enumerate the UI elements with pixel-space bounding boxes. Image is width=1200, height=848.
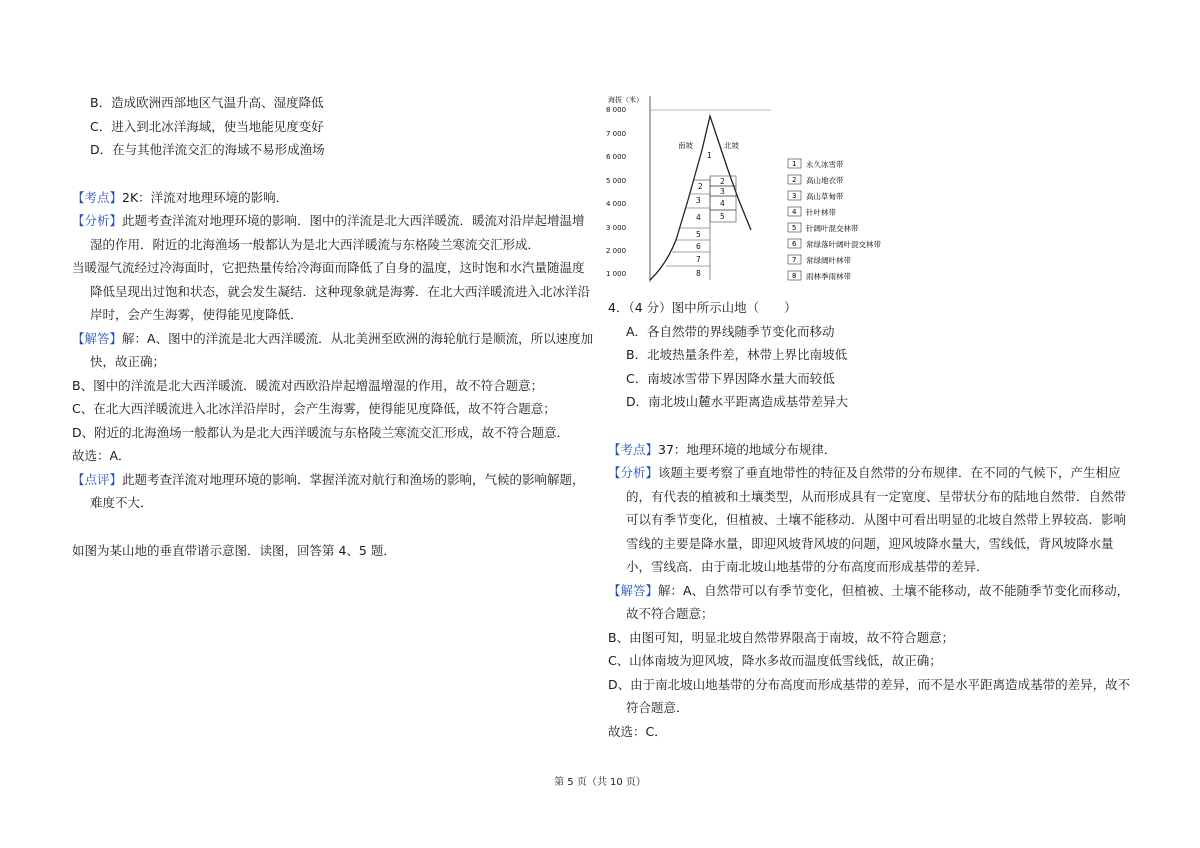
- r-answer-choice: 故选：C．: [608, 723, 667, 739]
- q4-option-a: A．各自然带的界线随季节变化而移动: [626, 323, 835, 339]
- question-4: 4．（4 分）图中所示山地（ ）: [608, 300, 797, 315]
- south-zone-3: 3: [696, 196, 701, 205]
- r-kaodian-tag: 【考点】: [608, 441, 659, 457]
- answer-choice: 故选：A．: [72, 448, 131, 463]
- page-footer: 第 5 页（共 10 页）: [554, 777, 646, 788]
- fenxi-text: 此题考查洋流对地理环境的影响．图中的洋流是北大西洋暖流．暖流对沿岸起增温增湿的作用．附近的北海渔场一般都认为是北大西洋暖流与东格陵兰寒流交汇形成．: [90, 213, 585, 252]
- vertical-zonation-figure: [606, 90, 906, 300]
- dianping-text: 此题考查洋流对地理环境的影响．掌握洋流对航行和渔场的影响，气候的影响解题，难度不大．: [90, 471, 585, 510]
- south-zone-8: 8: [696, 269, 701, 278]
- y-tick-7000: 7 000: [606, 130, 627, 138]
- north-zone-2: 2: [720, 177, 725, 186]
- legend-num-1: 1: [792, 160, 797, 168]
- legend-num-8: 8: [792, 272, 797, 280]
- legend-name-3: 高山草甸带: [806, 192, 844, 201]
- r-jieda-text: 解：A、自然带可以有季节变化，但植被、土壤不能移动，故不能随季节变化而移动，故不符合题意；: [626, 582, 1130, 621]
- legend-name-8: 雨林季雨林带: [806, 272, 851, 281]
- y-tick-5000: 5 000: [606, 177, 627, 185]
- legend-name-7: 常绿阔叶林带: [806, 256, 851, 265]
- y-tick-8000: 8 000: [606, 106, 627, 114]
- legend-item-1: [788, 159, 844, 169]
- fenxi-section: [72, 209, 596, 256]
- kaodian-section: [72, 186, 596, 210]
- north-zone-4: 4: [720, 199, 725, 208]
- r-kaodian-section: [608, 438, 1132, 462]
- fenxi-text-2: 当暖湿气流经过冷海面时，它把热量传给冷海面而降低了自身的温度，这时饱和水汽量随温度降低呈现出过饱和状态，就会发生凝结．这种现象就是海雾．在北大西洋暖流进入北冰洋沿岸时，会产生海雾，使得能见度降低．: [72, 260, 591, 322]
- y-tick-1000: 1 000: [606, 270, 627, 278]
- kaodian-text: 2K：洋流对地理环境的影响．: [122, 189, 289, 205]
- south-zone-6: 6: [696, 242, 701, 251]
- north-zone-5: 5: [720, 212, 725, 221]
- zonation-svg: [606, 90, 906, 300]
- south-zone-1: 1: [707, 151, 712, 160]
- legend-item-4: [788, 207, 836, 217]
- legend-name-6: 常绿落叶阔叶混交林带: [806, 240, 881, 249]
- legend-item-7: [788, 255, 851, 265]
- south-zone-4: 4: [696, 213, 701, 222]
- jieda-tag: 【解答】: [72, 330, 123, 346]
- south-zone-2: 2: [698, 182, 703, 191]
- question-intro: 如图为某山地的垂直带谱示意图．读图，回答第 4、5 题．: [72, 542, 396, 558]
- y-tick-6000: 6 000: [606, 153, 627, 161]
- jieda-d: D、附近的北海渔场一般都认为是北大西洋暖流与东格陵兰寒流交汇形成，故不符合题意．: [72, 424, 570, 440]
- right-column: [608, 296, 1132, 743]
- legend-name-2: 高山地衣带: [806, 176, 844, 185]
- r-fenxi-section: [608, 461, 1132, 579]
- q4-option-b: B．北坡热量条件差，林带上界比南坡低: [626, 347, 848, 362]
- r-fenxi-tag: 【分析】: [608, 465, 659, 480]
- dianping-tag: 【点评】: [72, 471, 123, 487]
- fenxi-tag: 【分析】: [72, 213, 123, 228]
- jieda-section: [72, 327, 596, 374]
- south-zone-5: 5: [696, 230, 701, 239]
- r-jieda-section: [608, 579, 1132, 626]
- q4-option-c: C．南坡冰雪带下界因降水量大而较低: [626, 370, 835, 386]
- north-zone-3: 3: [720, 187, 725, 196]
- legend-item-2: [788, 175, 844, 185]
- jieda-c: C、在北大西洋暖流进入北冰洋沿岸时，会产生海雾，使得能见度降低，故不符合题意；: [72, 401, 556, 416]
- legend-num-6: 6: [792, 240, 797, 248]
- legend-item-6: [788, 239, 881, 249]
- r-jieda-d: D、由于南北坡山地基带的分布高度而形成基带的差异，而不是水平距离造成基带的差异，故不符合题意．: [608, 676, 1131, 715]
- r-fenxi-text: 该题主要考察了垂直地带性的特征及自然带的分布规律．在不同的气候下，产生相应的，有代表的植被和土壤类型，从而形成具有一定宽度、呈带状分布的陆地自然带．自然带可以有季节变化，但植被、土壤不能移动．从图中可看出明显的北坡自然带上界较高．影响雪线的主要是降水量，即迎风坡背风坡的问题，迎风坡降水量大，雪线低，背风坡降水量小，雪线高．由于南北坡山地基带的分布高度而形成基带的差异．: [626, 465, 1127, 574]
- legend-num-7: 7: [792, 256, 797, 264]
- y-tick-2000: 2 000: [606, 247, 627, 255]
- legend-name-5: 针阔叶混交林带: [806, 224, 859, 233]
- legend-num-4: 4: [792, 208, 797, 216]
- south-boundaries: [666, 178, 710, 280]
- option-d: D．在与其他洋流交汇的海域不易形成渔场: [90, 142, 325, 157]
- legend-num-5: 5: [792, 224, 797, 232]
- north-slope-label: 北坡: [724, 141, 739, 150]
- legend-item-3: [788, 191, 844, 201]
- option-c: C．进入到北冰洋海域，使当地能见度变好: [90, 118, 324, 134]
- legend-num-2: 2: [792, 176, 797, 184]
- r-jieda-tag: 【解答】: [608, 582, 659, 598]
- kaodian-tag: 【考点】: [72, 189, 123, 205]
- option-b: B．造成欧洲西部地区气温升高、湿度降低: [90, 95, 324, 110]
- left-column: [72, 91, 596, 562]
- dianping-section: [72, 468, 596, 515]
- y-axis-title: 海拔（米）: [608, 96, 643, 104]
- legend-name-4: 针叶林带: [806, 208, 836, 217]
- r-jieda-c: C、山体南坡为迎风坡，降水多故而温度低雪线低，故正确；: [608, 653, 942, 668]
- jieda-b: B、图中的洋流是北大西洋暖流．暖流对西欧沿岸起增温增湿的作用，故不符合题意；: [72, 377, 544, 393]
- legend-name-1: 永久冰雪带: [806, 160, 844, 169]
- r-kaodian-text: 37：地理环境的地域分布规律．: [658, 441, 837, 457]
- legend-item-5: [788, 223, 859, 233]
- legend-item-8: [788, 271, 851, 281]
- r-jieda-b: B、由图可知，明显北坡自然带界限高于南坡，故不符合题意；: [608, 629, 955, 645]
- y-tick-3000: 3 000: [606, 224, 627, 232]
- south-zone-7: 7: [696, 255, 701, 264]
- q4-option-d: D．南北坡山麓水平距离造成基带差异大: [626, 394, 849, 409]
- legend: [788, 159, 881, 281]
- south-slope-label: 南坡: [678, 141, 693, 150]
- legend-num-3: 3: [792, 192, 797, 200]
- y-tick-4000: 4 000: [606, 200, 627, 208]
- jieda-text: 解：A、图中的洋流是北大西洋暖流．从北美洲至欧洲的海轮航行是顺流，所以速度加快，故正确；: [90, 330, 594, 369]
